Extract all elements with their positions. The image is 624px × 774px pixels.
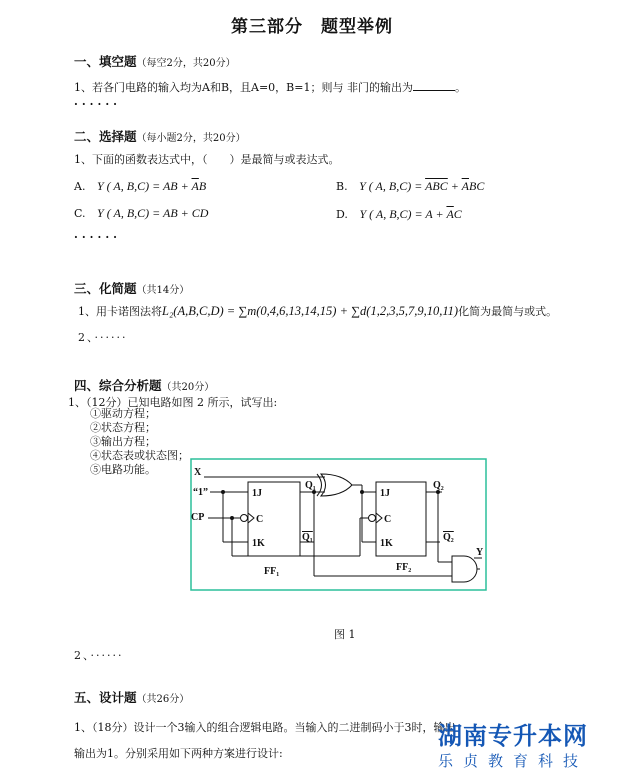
s2-question-1: 1、下面的函数表达式中，（ ）是最简与或表达式。 xyxy=(74,153,340,166)
option-c-label: C. xyxy=(74,207,86,220)
s4-item: ①驱动方程； xyxy=(90,407,156,420)
watermark-brand: 湖南专升本网 xyxy=(438,722,588,750)
ff1-k: 1K xyxy=(252,538,265,549)
s2-ellipsis: ······ xyxy=(74,231,121,244)
ff2-k: 1K xyxy=(380,538,393,549)
figure-caption: 图 1 xyxy=(334,628,356,641)
section-5-title: 五、设计题 xyxy=(74,690,137,705)
s3-q1-text: 1、用卡诺图法将 xyxy=(78,305,162,318)
circuit-diagram xyxy=(190,458,488,592)
option-c-expr: Y ( A, B,C) = AB + CD xyxy=(97,206,209,220)
s5-question-1-line2: 输出为1。分别采用如下两种方案进行设计: xyxy=(74,747,283,760)
watermark-subtitle: 乐贞教育科技 xyxy=(438,752,589,770)
label-one: “1” xyxy=(193,487,208,498)
s4-item: ④状态表或状态图； xyxy=(90,449,189,462)
section-3-heading xyxy=(74,279,189,297)
answer-blank xyxy=(413,80,455,91)
section-5-heading xyxy=(74,688,189,706)
ff1-c: C xyxy=(256,514,264,525)
s4-item: ⑤电路功能。 xyxy=(90,463,156,476)
ff2-j: 1J xyxy=(380,488,390,499)
figure-border xyxy=(191,459,486,590)
s3-question-2: 2、······ xyxy=(78,331,128,344)
s4-item-list xyxy=(90,407,189,477)
section-1-title: 一、填空题 xyxy=(74,54,137,69)
option-a xyxy=(74,179,206,194)
junction-dot xyxy=(221,490,225,494)
section-5-note: （共26分） xyxy=(136,694,190,705)
s3-q1-end: 化简为最简与或式。 xyxy=(458,305,558,318)
section-2-heading xyxy=(74,127,246,145)
label-y: Y xyxy=(476,547,484,558)
ff2-c: C xyxy=(384,514,392,525)
section-4-note: （共20分） xyxy=(161,382,215,393)
section-4-title: 四、综合分析题 xyxy=(74,378,162,393)
s1-q1-end: 。 xyxy=(454,81,466,94)
section-1-note: （每空2分，共20分） xyxy=(136,58,236,69)
s1-question-1 xyxy=(74,79,466,95)
label-q2: Q₂ xyxy=(433,480,444,491)
s1-q1-text: 1、若各门电路的输入均为A和B，且A=0，B=1；则与 非门的输出为 xyxy=(74,81,413,94)
option-b xyxy=(336,179,484,194)
section-3-note: （共14分） xyxy=(136,285,190,296)
option-b-expr: Y ( A, $B,C) = \overline{ABC} + \overline{A}BC$ xyxy=(359,179,485,193)
s3-question-1 xyxy=(78,303,557,319)
s3-q1-expr: L₂(A,B,C,D) = ∑m(0,4,6,13,14,15) + ∑d(1,2,3,5,7,9,10,11) xyxy=(162,304,459,318)
ff1-j: 1J xyxy=(252,488,262,499)
label-q1-bar: Q₁ xyxy=(302,532,313,543)
label-ff1: FF₁ xyxy=(264,566,280,577)
s4-question-1: 1、（12分）已知电路如图 2 所示，试写出: xyxy=(68,396,278,409)
s4-item: ③输出方程； xyxy=(90,435,156,448)
label-x: X xyxy=(194,467,202,478)
option-c xyxy=(74,206,208,221)
section-1-heading xyxy=(74,52,236,70)
label-q1: Q₁ xyxy=(305,480,316,491)
section-4-heading xyxy=(74,376,214,394)
junction-dot xyxy=(360,490,364,494)
section-2-note: （每小题2分，共20分） xyxy=(136,133,246,144)
section-3-title: 三、化简题 xyxy=(74,281,137,296)
section-2-title: 二、选择题 xyxy=(74,129,137,144)
option-a-label: A. xyxy=(74,180,86,193)
page-title: 第三部分 题型举例 xyxy=(231,17,393,37)
s5-question-1-line1: 1、（18分）设计一个3输入的组合逻辑电路。当输入的二进制码小于3时，输出 xyxy=(74,721,456,734)
option-a-expr: Y ( A, B,C) = AB + $\overline{A}B$ xyxy=(96,179,207,193)
label-ff2: FF₂ xyxy=(396,562,412,573)
option-b-label: B. xyxy=(336,180,348,193)
s4-question-2: 2、······ xyxy=(74,649,124,662)
option-d-expr: Y ( A, $B,C) = A + \overline{A}C$ xyxy=(359,207,462,221)
option-d xyxy=(336,207,462,222)
label-cp: CP xyxy=(191,512,205,523)
junction-dot xyxy=(230,516,234,520)
label-q2-bar: Q₂ xyxy=(443,532,454,543)
s1-ellipsis: ······ xyxy=(74,98,121,111)
s4-item: ②状态方程； xyxy=(90,421,156,434)
option-d-label: D. xyxy=(336,208,348,221)
